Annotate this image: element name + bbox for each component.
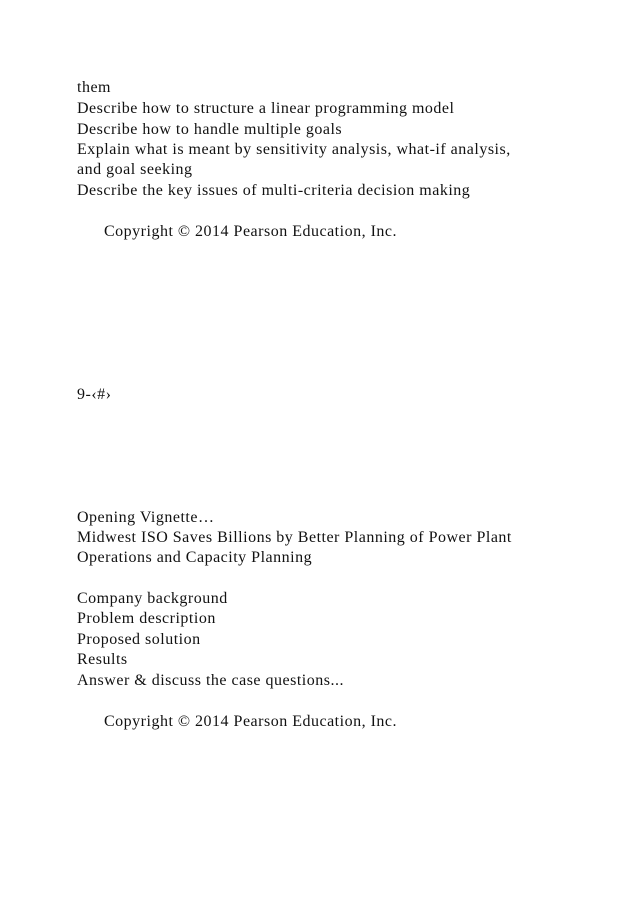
list-item: Problem description bbox=[77, 610, 216, 627]
list-item: Company background bbox=[77, 590, 228, 607]
objective-line: Describe how to structure a linear programming model bbox=[77, 100, 455, 117]
list-item: Proposed solution bbox=[77, 631, 201, 648]
vignette-title-line: Midwest ISO Saves Billions by Better Planning of Power Plant bbox=[77, 529, 512, 546]
list-item: Answer & discuss the case questions... bbox=[77, 672, 344, 689]
objective-line: Describe how to handle multiple goals bbox=[77, 121, 343, 138]
slide-number: 9-‹#› bbox=[77, 386, 112, 403]
copyright-notice: Copyright © 2014 Pearson Education, Inc. bbox=[104, 713, 397, 730]
objective-line: and goal seeking bbox=[77, 161, 193, 178]
vignette-title-line: Opening Vignette… bbox=[77, 509, 215, 526]
vignette-title-line: Operations and Capacity Planning bbox=[77, 549, 313, 566]
objective-line: Describe the key issues of multi-criteria decision making bbox=[77, 182, 471, 199]
objective-line: Explain what is meant by sensitivity analysis, what-if analysis, bbox=[77, 141, 511, 158]
copyright-notice: Copyright © 2014 Pearson Education, Inc. bbox=[104, 223, 397, 240]
objective-line: them bbox=[77, 79, 111, 96]
list-item: Results bbox=[77, 651, 128, 668]
